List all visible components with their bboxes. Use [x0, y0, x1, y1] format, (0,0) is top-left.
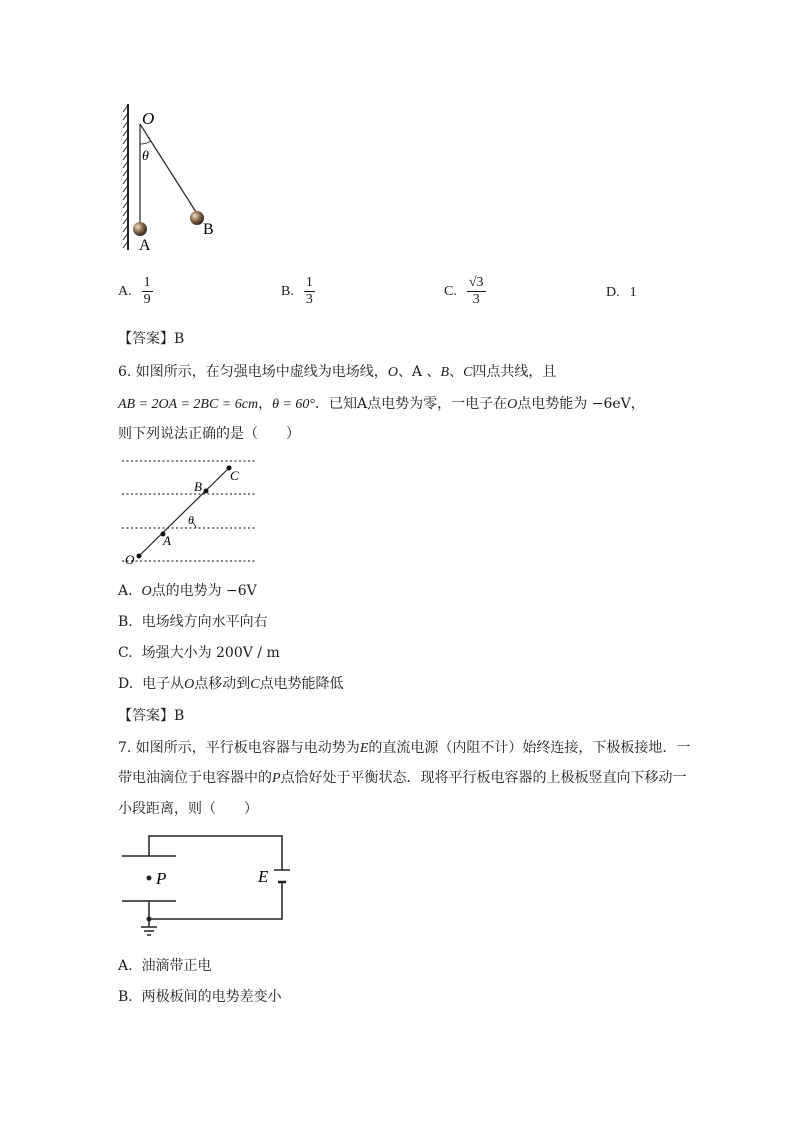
theta-arc	[140, 141, 151, 144]
q6-answer: 【答案】B	[118, 708, 185, 724]
option-value: 1	[629, 285, 637, 300]
label-O: O	[125, 552, 135, 567]
fraction: $\frac{1}{9}$	[143, 275, 151, 307]
q7-line2: 带电油滴位于电容器中的P点恰好处于平衡状态．现将平行板电容器的上极板竖直向下移动一	[118, 770, 687, 786]
droplet-P	[147, 876, 152, 881]
q6-option-a[interactable]: A. O点的电势为 −6V	[118, 583, 257, 599]
q6-option-c[interactable]: C. 场强大小为 200V / m	[118, 645, 280, 661]
label-A: A	[139, 237, 151, 254]
fraction: $\frac{√3}{3}$	[468, 275, 484, 307]
pendulum-figure	[118, 100, 228, 260]
option-letter: B.	[281, 283, 294, 299]
ball-A	[133, 222, 147, 236]
option-letter: C.	[444, 283, 457, 299]
label-P: P	[156, 869, 167, 888]
field-line-figure	[118, 452, 263, 570]
junction-dot	[147, 917, 152, 922]
q6-option-d[interactable]: D. 电子从O点移动到C点电势能降低	[118, 676, 344, 692]
ball-B	[190, 211, 204, 225]
line-OC	[139, 466, 231, 556]
q6-line2: AB = 2OA = 2BC = 6cm，θ = 60°．已知A点电势为零，一电子在O点电势能为 −6eV，	[118, 396, 645, 412]
q7-line1: 7. 如图所示，平行板电容器与电动势为E的直流电源（内阻不计）始终连接，下极板接地．一	[118, 740, 691, 756]
q7-option-a[interactable]: A. 油滴带正电	[118, 958, 212, 974]
label-E: E	[258, 867, 269, 886]
q6-line3: 则下列说法正确的是（ ）	[118, 426, 300, 442]
label-theta: θ	[188, 513, 194, 527]
q6-line1: 6. 如图所示，在匀强电场中虚线为电场线，O、A 、B、C四点共线，且	[118, 364, 557, 380]
q5-option-a[interactable]	[118, 275, 153, 308]
label-A: A	[163, 533, 171, 548]
top-wire	[149, 836, 282, 870]
label-C: C	[230, 468, 239, 483]
label-theta: θ	[142, 149, 149, 164]
string-OB	[140, 124, 196, 212]
point-B	[204, 489, 209, 494]
fraction: $\frac{1}{3}$	[305, 275, 313, 307]
label-O: O	[142, 109, 155, 128]
q5-answer: 【答案】B	[118, 331, 185, 347]
label-B: B	[203, 221, 214, 238]
q5-option-d[interactable]	[606, 285, 637, 301]
q5-option-c[interactable]	[444, 275, 486, 308]
option-letter: D.	[606, 285, 620, 300]
q6-option-b[interactable]: B. 电场线方向水平向右	[118, 614, 268, 630]
q7-line3: 小段距离，则（ ）	[118, 801, 258, 817]
label-B: B	[194, 479, 202, 494]
option-letter: A.	[118, 283, 132, 299]
q7-option-b[interactable]: B. 两极板间的电势差变小	[118, 989, 282, 1005]
q5-option-b[interactable]	[281, 275, 315, 308]
point-O	[137, 554, 142, 559]
capacitor-circuit-figure	[118, 830, 303, 945]
